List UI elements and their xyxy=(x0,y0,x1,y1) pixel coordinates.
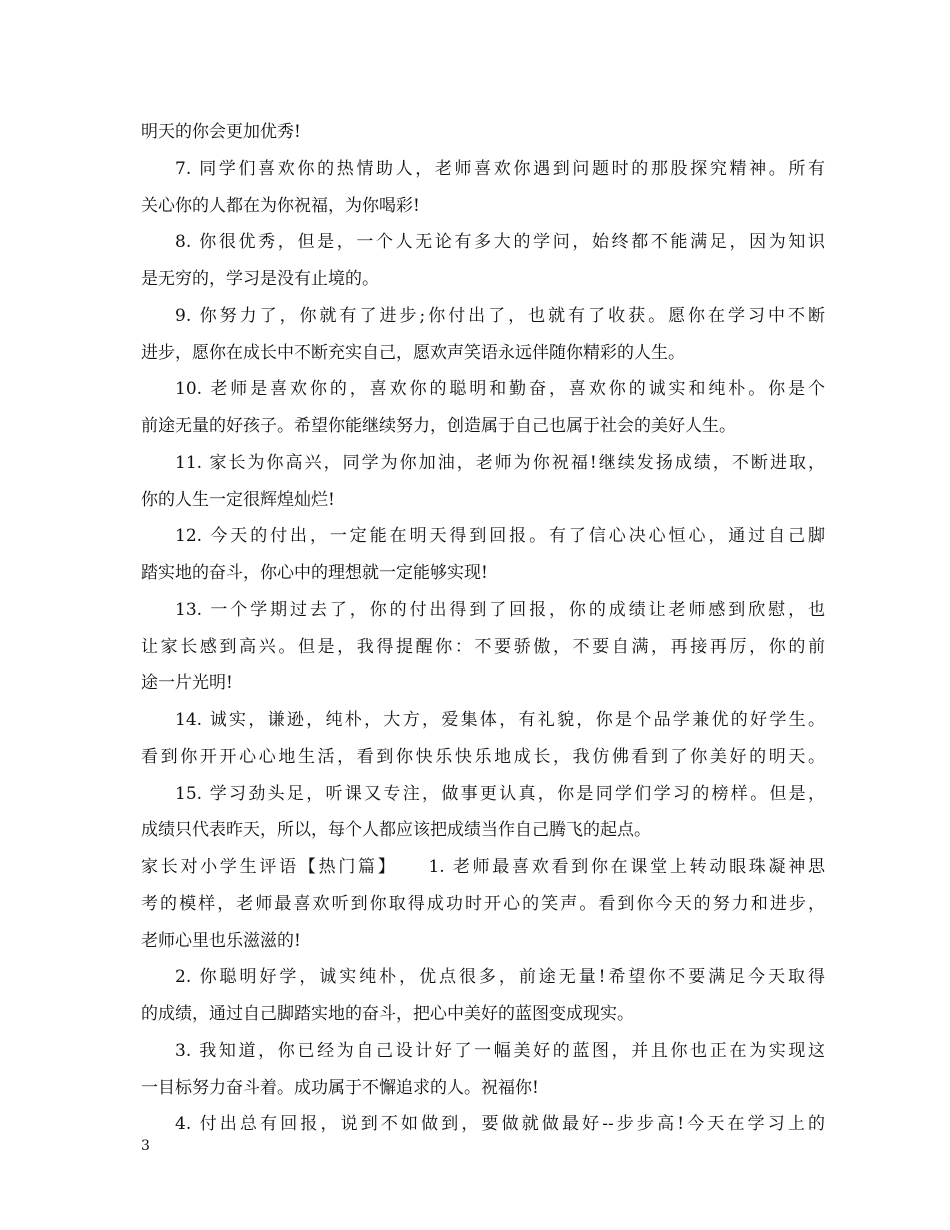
text-line: 14. 诚实，谦逊，纯朴，大方，爱集体，有礼貌，你是个品学兼优的好学生。 xyxy=(175,710,825,730)
text-line: 老师心里也乐滋滋的! xyxy=(141,930,301,951)
text-line: 看到你开开心心地生活，看到你快乐快乐地成长，我仿佛看到了你美好的明天。 xyxy=(141,746,825,767)
text-line: 踏实地的奋斗，你心中的理想就一定能够实现! xyxy=(141,563,488,583)
text-line: 进步，愿你在成长中不断充实自己，愿欢声笑语永远伴随你精彩的人生。 xyxy=(141,342,685,363)
text-line: 是无穷的，学习是没有止境的。 xyxy=(141,269,379,289)
text-line: 的成绩，通过自己脚踏实地的奋斗，把心中美好的蓝图变成现实。 xyxy=(141,1004,634,1024)
text-line: 一目标努力奋斗着。成功属于不懈追求的人。祝福你! xyxy=(141,1077,539,1098)
text-line: 4. 付出总有回报，说到不如做到，要做就做最好--步步高!今天在学习上的 xyxy=(175,1114,825,1135)
text-line: 途一片光明! xyxy=(141,673,233,694)
text-line: 让家长感到高兴。但是，我得提醒你：不要骄傲，不要自满，再接再厉，你的前 xyxy=(141,636,825,657)
text-line: 7. 同学们喜欢你的热情助人，老师喜欢你遇到问题时的那股探究精神。所有 xyxy=(175,158,825,179)
text-line: 关心你的人都在为你祝福，为你喝彩! xyxy=(141,195,420,216)
text-line: 你的人生一定很辉煌灿烂! xyxy=(141,489,335,510)
text-line: 12. 今天的付出，一定能在明天得到回报。有了信心决心恒心，通过自己脚 xyxy=(175,526,825,547)
text-line: 2. 你聪明好学，诚实纯朴，优点很多，前途无量!希望你不要满足今天取得 xyxy=(175,967,825,988)
text-line: 13. 一个学期过去了，你的付出得到了回报，你的成绩让老师感到欣慰，也 xyxy=(175,599,825,620)
text-line: 11. 家长为你高兴，同学为你加油，老师为你祝福!继续发扬成绩，不断进取， xyxy=(175,452,825,473)
text-line: 成绩只代表昨天，所以，每个人都应该把成绩当作自己腾飞的起点。 xyxy=(141,820,651,841)
page-number: 3 xyxy=(141,1138,150,1154)
text-line: 前途无量的好孩子。希望你能继续努力，创造属于自己也属于社会的美好人生。 xyxy=(141,416,736,436)
body-text xyxy=(141,114,825,1143)
text-line: 15. 学习劲头足，听课又专注，做事更认真，你是同学们学习的榜样。但是， xyxy=(175,783,825,804)
text-line: 9. 你努力了，你就有了进步;你付出了，也就有了收获。愿你在学习中不断 xyxy=(175,305,825,326)
text-line: 明天的你会更加优秀! xyxy=(141,122,301,142)
text-line: 考的模样，老师最喜欢听到你取得成功时开心的笑声。看到你今天的努力和进步， xyxy=(141,893,825,914)
section-heading-line: 家长对小学生评语【热门篇】 1. 老师最喜欢看到你在课堂上转动眼珠凝神思 xyxy=(141,857,825,877)
text-line: 3. 我知道，你已经为自己设计好了一幅美好的蓝图，并且你也正在为实现这 xyxy=(175,1040,825,1061)
text-line: 8. 你很优秀，但是，一个人无论有多大的学问，始终都不能满足，因为知识 xyxy=(175,232,825,253)
text-line: 10. 老师是喜欢你的，喜欢你的聪明和勤奋，喜欢你的诚实和纯朴。你是个 xyxy=(175,379,825,400)
